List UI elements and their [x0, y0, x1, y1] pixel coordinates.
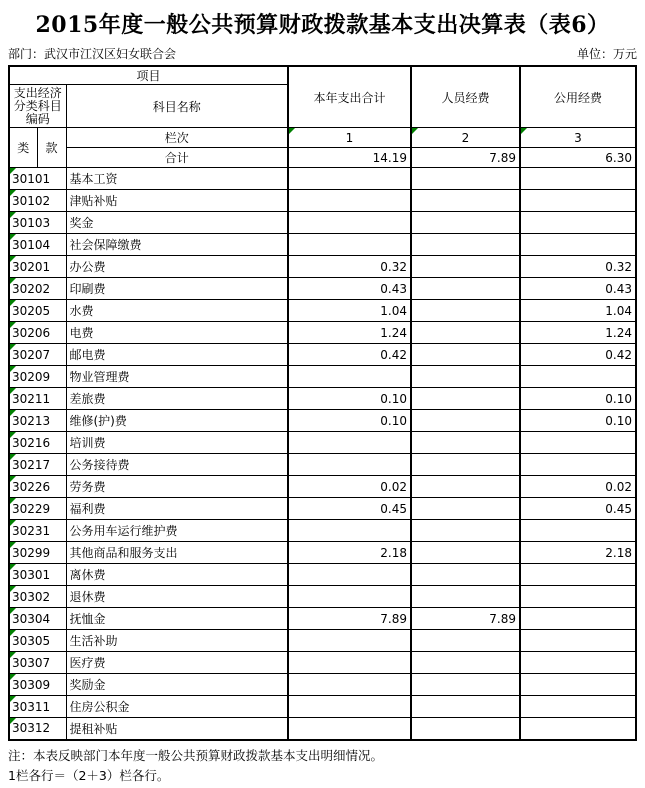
value-cell-public	[520, 630, 636, 652]
value-cell-personnel	[411, 652, 520, 674]
total-row-label: 合计	[66, 148, 288, 168]
code-cell: 30103	[9, 212, 66, 234]
value-cell-total	[288, 212, 411, 234]
department-label: 部门：武汉市江汉区妇女联合会	[8, 47, 177, 61]
subject-name-cell: 提租补贴	[66, 718, 288, 740]
unit-label: 单位：万元	[576, 47, 637, 61]
value-cell-public	[520, 652, 636, 674]
value-cell-public: 1.04	[520, 300, 636, 322]
value-cell-public: 0.43	[520, 278, 636, 300]
header-code-group: 支出经济分类科目编码	[9, 85, 66, 128]
value-cell-personnel	[411, 476, 520, 498]
subject-name-cell: 水费	[66, 300, 288, 322]
value-cell-personnel	[411, 344, 520, 366]
value-cell-total	[288, 674, 411, 696]
code-cell: 30301	[9, 564, 66, 586]
code-cell: 30211	[9, 388, 66, 410]
code-cell: 30207	[9, 344, 66, 366]
value-cell-public	[520, 718, 636, 740]
value-cell-public	[520, 674, 636, 696]
expenditure-table	[8, 65, 637, 741]
code-cell: 30309	[9, 674, 66, 696]
grand-total-cell: 14.19	[288, 148, 411, 168]
header-section: 款	[37, 128, 66, 168]
table-row	[9, 586, 636, 608]
value-cell-personnel	[411, 674, 520, 696]
value-cell-total	[288, 520, 411, 542]
table-row	[9, 168, 636, 190]
table-row	[9, 652, 636, 674]
meta-row	[0, 45, 645, 62]
subject-name-cell: 生活补助	[66, 630, 288, 652]
public-total-cell: 6.30	[520, 148, 636, 168]
table-row	[9, 564, 636, 586]
value-cell-personnel	[411, 322, 520, 344]
page-title: 2015年度一般公共预算财政拨款基本支出决算表（表6）	[35, 12, 610, 38]
value-cell-total: 0.02	[288, 476, 411, 498]
value-cell-public	[520, 564, 636, 586]
value-cell-total	[288, 190, 411, 212]
value-cell-personnel	[411, 564, 520, 586]
value-cell-public: 0.32	[520, 256, 636, 278]
code-cell: 30209	[9, 366, 66, 388]
table-row	[9, 674, 636, 696]
value-cell-public: 0.42	[520, 344, 636, 366]
value-cell-personnel	[411, 542, 520, 564]
code-cell: 30229	[9, 498, 66, 520]
value-cell-public: 2.18	[520, 542, 636, 564]
header-subject-name: 科目名称	[66, 85, 288, 128]
code-cell: 30104	[9, 234, 66, 256]
code-cell: 30206	[9, 322, 66, 344]
table-row	[9, 542, 636, 564]
table-row	[9, 344, 636, 366]
note-line-1: 注：本表反映部门本年度一般公共预算财政拨款基本支出明细情况。	[8, 747, 384, 763]
value-cell-total	[288, 652, 411, 674]
note-line-2: 1栏各行＝（2＋3）栏各行。	[8, 767, 170, 783]
code-cell: 30205	[9, 300, 66, 322]
value-cell-personnel	[411, 256, 520, 278]
value-cell-total	[288, 366, 411, 388]
value-cell-public: 0.45	[520, 498, 636, 520]
notes	[8, 746, 645, 786]
value-cell-total	[288, 586, 411, 608]
value-cell-total	[288, 564, 411, 586]
table-body	[9, 168, 636, 740]
header-class: 类	[9, 128, 37, 168]
table-row	[9, 410, 636, 432]
table-row	[9, 520, 636, 542]
value-cell-total: 1.04	[288, 300, 411, 322]
value-cell-total: 1.24	[288, 322, 411, 344]
subject-name-cell: 劳务费	[66, 476, 288, 498]
code-cell: 30312	[9, 718, 66, 740]
value-cell-total: 0.43	[288, 278, 411, 300]
subject-name-cell: 住房公积金	[66, 696, 288, 718]
subject-name-cell: 奖励金	[66, 674, 288, 696]
code-cell: 30231	[9, 520, 66, 542]
subject-name-cell: 邮电费	[66, 344, 288, 366]
value-cell-personnel	[411, 168, 520, 190]
code-cell: 30216	[9, 432, 66, 454]
value-cell-personnel	[411, 366, 520, 388]
value-cell-personnel	[411, 212, 520, 234]
personnel-total-cell: 7.89	[411, 148, 520, 168]
table-header	[9, 66, 636, 168]
table-row	[9, 696, 636, 718]
subject-name-cell: 培训费	[66, 432, 288, 454]
value-cell-total: 7.89	[288, 608, 411, 630]
value-cell-personnel	[411, 234, 520, 256]
value-cell-total: 0.32	[288, 256, 411, 278]
value-cell-public	[520, 608, 636, 630]
table-row	[9, 212, 636, 234]
value-cell-total: 0.10	[288, 410, 411, 432]
value-cell-personnel	[411, 696, 520, 718]
value-cell-total	[288, 234, 411, 256]
header-col-personnel: 人员经费	[411, 66, 520, 128]
subject-name-cell: 社会保障缴费	[66, 234, 288, 256]
code-cell: 30217	[9, 454, 66, 476]
table-row	[9, 454, 636, 476]
table-row	[9, 190, 636, 212]
value-cell-total	[288, 630, 411, 652]
value-cell-personnel	[411, 432, 520, 454]
subject-name-cell: 福利费	[66, 498, 288, 520]
subject-name-cell: 公务接待费	[66, 454, 288, 476]
column-index-cell: 1	[288, 128, 411, 148]
value-cell-public	[520, 234, 636, 256]
header-column-index-label: 栏次	[66, 128, 288, 148]
subject-name-cell: 办公费	[66, 256, 288, 278]
value-cell-public	[520, 586, 636, 608]
subject-name-cell: 其他商品和服务支出	[66, 542, 288, 564]
table-row	[9, 322, 636, 344]
subject-name-cell: 公务用车运行维护费	[66, 520, 288, 542]
value-cell-total	[288, 432, 411, 454]
subject-name-cell: 基本工资	[66, 168, 288, 190]
column-index-cell: 2	[411, 128, 520, 148]
value-cell-total: 2.18	[288, 542, 411, 564]
subject-name-cell: 差旅费	[66, 388, 288, 410]
value-cell-total	[288, 454, 411, 476]
value-cell-personnel	[411, 520, 520, 542]
code-cell: 30213	[9, 410, 66, 432]
code-cell: 30226	[9, 476, 66, 498]
value-cell-public	[520, 212, 636, 234]
code-cell: 30201	[9, 256, 66, 278]
value-cell-public	[520, 366, 636, 388]
table-row	[9, 476, 636, 498]
subject-name-cell: 离休费	[66, 564, 288, 586]
table-row	[9, 608, 636, 630]
header-project: 项目	[9, 66, 288, 85]
value-cell-public	[520, 696, 636, 718]
value-cell-total	[288, 696, 411, 718]
code-cell: 30305	[9, 630, 66, 652]
value-cell-public	[520, 168, 636, 190]
subject-name-cell: 物业管理费	[66, 366, 288, 388]
header-col-total: 本年支出合计	[288, 66, 411, 128]
subject-name-cell: 印刷费	[66, 278, 288, 300]
value-cell-public: 1.24	[520, 322, 636, 344]
code-cell: 30202	[9, 278, 66, 300]
code-cell: 30307	[9, 652, 66, 674]
subject-name-cell: 医疗费	[66, 652, 288, 674]
subject-name-cell: 退休费	[66, 586, 288, 608]
table-row	[9, 278, 636, 300]
value-cell-public	[520, 190, 636, 212]
value-cell-personnel	[411, 718, 520, 740]
table-row	[9, 388, 636, 410]
header-col-public: 公用经费	[520, 66, 636, 128]
value-cell-public: 0.10	[520, 410, 636, 432]
value-cell-personnel	[411, 278, 520, 300]
value-cell-personnel	[411, 300, 520, 322]
code-cell: 30311	[9, 696, 66, 718]
value-cell-total: 0.42	[288, 344, 411, 366]
table-row	[9, 366, 636, 388]
value-cell-personnel	[411, 388, 520, 410]
table-row	[9, 718, 636, 740]
value-cell-total	[288, 718, 411, 740]
subject-name-cell: 电费	[66, 322, 288, 344]
value-cell-total: 0.10	[288, 388, 411, 410]
code-cell: 30302	[9, 586, 66, 608]
subject-name-cell: 维修(护)费	[66, 410, 288, 432]
value-cell-total	[288, 168, 411, 190]
value-cell-personnel	[411, 410, 520, 432]
value-cell-personnel	[411, 498, 520, 520]
value-cell-total: 0.45	[288, 498, 411, 520]
table-row	[9, 498, 636, 520]
value-cell-personnel	[411, 454, 520, 476]
table-row	[9, 234, 636, 256]
table-row	[9, 630, 636, 652]
value-cell-personnel	[411, 190, 520, 212]
code-cell: 30102	[9, 190, 66, 212]
subject-name-cell: 津贴补贴	[66, 190, 288, 212]
value-cell-public	[520, 432, 636, 454]
subject-name-cell: 抚恤金	[66, 608, 288, 630]
value-cell-public	[520, 520, 636, 542]
value-cell-personnel	[411, 630, 520, 652]
value-cell-public: 0.10	[520, 388, 636, 410]
value-cell-personnel	[411, 586, 520, 608]
code-cell: 30101	[9, 168, 66, 190]
code-cell: 30304	[9, 608, 66, 630]
code-cell: 30299	[9, 542, 66, 564]
value-cell-public: 0.02	[520, 476, 636, 498]
table-row	[9, 256, 636, 278]
value-cell-personnel: 7.89	[411, 608, 520, 630]
column-index-cell: 3	[520, 128, 636, 148]
value-cell-public	[520, 454, 636, 476]
subject-name-cell: 奖金	[66, 212, 288, 234]
table-row	[9, 432, 636, 454]
table-row	[9, 300, 636, 322]
